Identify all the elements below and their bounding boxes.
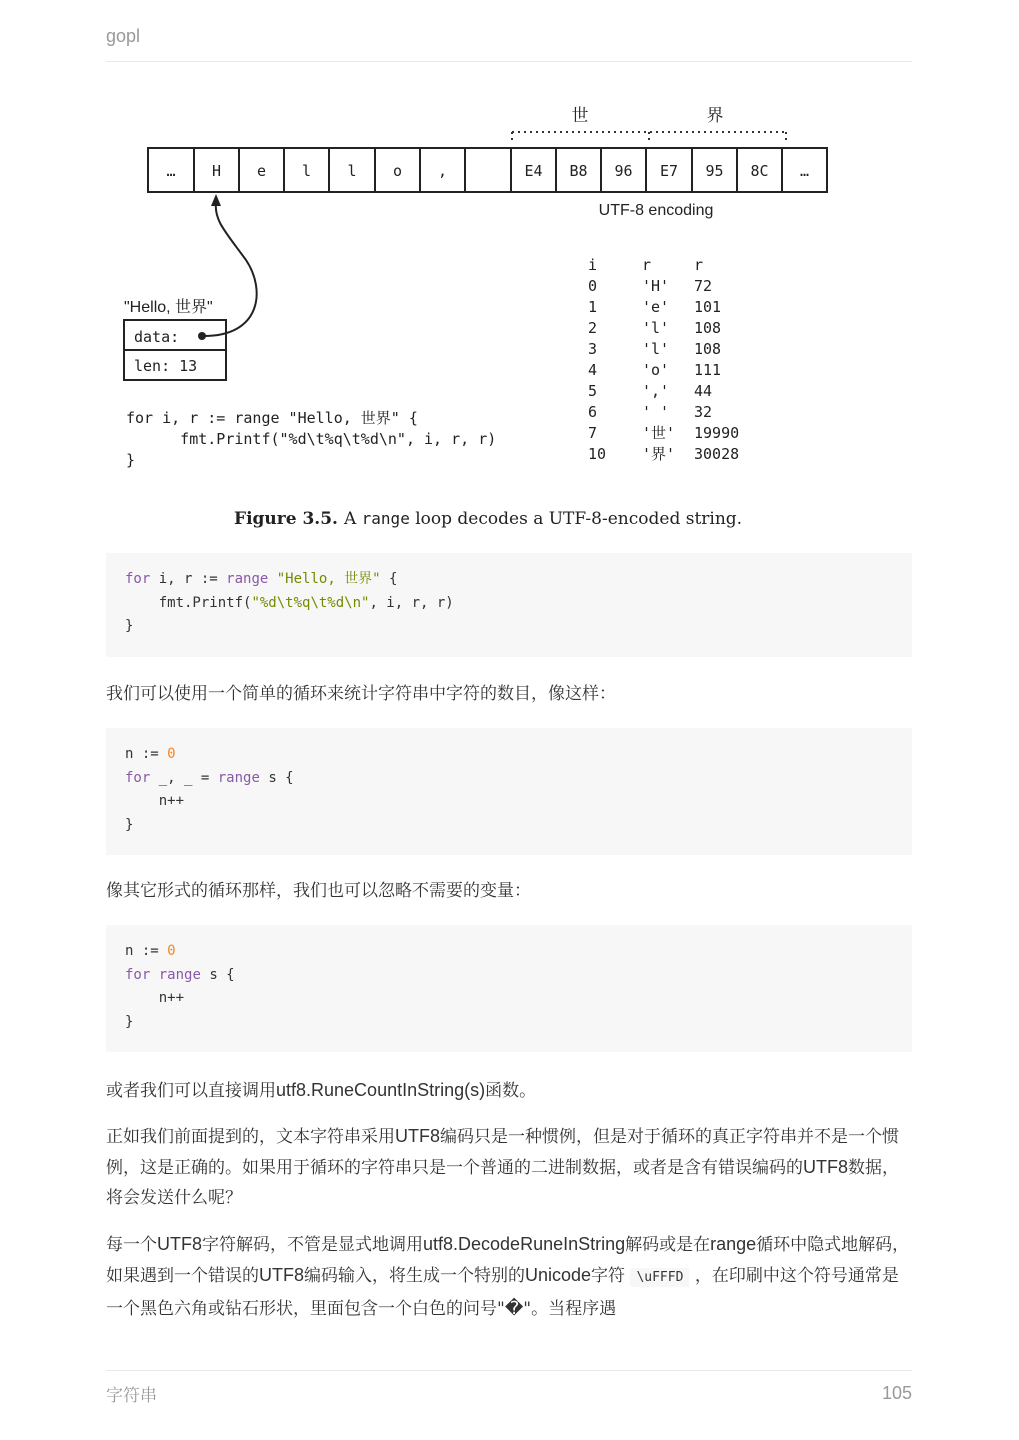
table-cell: 5 — [588, 382, 598, 400]
byte-cells — [148, 148, 827, 192]
encoding-label: UTF-8 encoding — [598, 202, 714, 219]
table-cell: 32 — [694, 403, 713, 421]
byte-cell-label: o — [392, 162, 403, 180]
byte-cell-label: E7 — [659, 162, 679, 180]
figure-caption — [234, 509, 742, 529]
code-line: n := 0 — [125, 943, 176, 959]
paragraph-runecount: 或者我们可以直接调用utf8.RuneCountInString(s)函数。 — [106, 1080, 537, 1101]
table-cell: 'H' — [642, 277, 670, 295]
table-cell: 3 — [588, 340, 598, 358]
code-line: n := 0 — [125, 746, 176, 762]
byte-cell-label: 95 — [705, 162, 724, 180]
caption-bold: Figure 3.5. — [234, 509, 338, 529]
byte-cell-label: l — [301, 162, 312, 180]
byte-cell-label: 96 — [614, 162, 633, 180]
byte-cell-label: H — [211, 162, 222, 180]
figure-code-line: } — [126, 451, 136, 469]
byte-cell-label: … — [799, 162, 810, 180]
pointer-dot — [198, 332, 206, 340]
book-title: gopl — [106, 26, 141, 46]
string-label: "Hello, 世界" — [124, 299, 213, 316]
arrow-head — [211, 194, 221, 206]
table-cell: 4 — [588, 361, 598, 379]
code-line: n++ — [125, 793, 185, 809]
figure-code-line: for i, r := range "Hello, 世界" { — [126, 409, 418, 427]
code-line: for _, _ = range s { — [125, 769, 294, 786]
table-cell: 'o' — [642, 361, 670, 379]
table-cell: ',' — [642, 382, 670, 400]
output-table — [588, 256, 739, 463]
byte-cell — [465, 148, 511, 192]
code-block-range-only — [106, 925, 912, 1052]
code-line: } — [125, 1013, 134, 1030]
code-block-count-loop — [106, 728, 912, 855]
table-header: r — [694, 256, 704, 274]
figure-code-line: fmt.Printf("%d\t%q\t%d\n", i, r, r) — [126, 430, 497, 448]
table-cell: 7 — [588, 424, 598, 442]
caption-post: loop decodes a UTF-8-encoded string. — [409, 509, 743, 529]
brace-label-jie: 界 — [706, 106, 724, 126]
page-footer — [106, 1370, 912, 1411]
section-name: 字符串 — [106, 1386, 157, 1406]
table-cell: 'l' — [642, 340, 670, 358]
code-line: fmt.Printf("%d\t%q\t%d\n", i, r, r) — [125, 594, 454, 611]
code-line: } — [125, 816, 134, 833]
paragraph-decoding: 每一个UTF8字符解码，不管是显式地调用utf8.DecodeRuneInString解码或是在range循环中隐式地解码，如果遇到一个错误的UTF8编码输入，将生成一个特别的Unicode字符 \uFFFD ，在印刷中这个符号通常是一个黑色六角或钻石形状，里面包含一个白色的问号"�"。当程序遇 — [106, 1234, 910, 1319]
figure-diagram — [106, 90, 912, 540]
table-cell: ' ' — [642, 403, 670, 421]
byte-cell-label: 8C — [750, 162, 769, 180]
byte-cell-label: E4 — [524, 162, 543, 180]
byte-cell-label: , — [437, 162, 448, 180]
table-cell: 'l' — [642, 319, 670, 337]
byte-cell-label: … — [166, 162, 176, 180]
code-line: n++ — [125, 990, 185, 1006]
page-number: 105 — [881, 1383, 912, 1403]
table-cell: 2 — [588, 319, 598, 337]
code-line: for range s { — [125, 966, 235, 983]
table-cell: 101 — [694, 298, 722, 316]
table-header: r — [642, 256, 652, 274]
table-cell: 6 — [588, 403, 598, 421]
byte-cell-label: B8 — [569, 162, 588, 180]
paragraph-convention: 正如我们前面提到的，文本字符串采用UTF8编码只是一种惯例，但是对于循环的真正字符串并不是一个惯例，这是正确的。如果用于循环的字符串只是一个普通的二进制数据，或者是含有错误编码的UTF8数据，将会发送什么呢？ — [106, 1126, 899, 1208]
table-cell: 108 — [694, 340, 722, 358]
code-block-range-loop — [106, 553, 912, 657]
byte-cell-label: l — [347, 162, 357, 180]
brace-label-shi: 世 — [571, 106, 589, 126]
utf8-brace — [512, 132, 786, 142]
table-cell: 30028 — [694, 445, 740, 463]
table-cell: '界' — [642, 445, 676, 463]
table-cell: 19990 — [694, 424, 740, 442]
inline-code-ufffd: \uFFFD — [630, 1268, 689, 1287]
page-header — [106, 24, 912, 62]
table-cell: 1 — [588, 298, 598, 316]
table-header: i — [588, 256, 598, 274]
table-cell: 10 — [588, 445, 607, 463]
code-line: } — [125, 618, 134, 634]
struct-data-field: data: — [134, 328, 180, 346]
caption-mono: range — [361, 509, 410, 528]
paragraph-ignore-vars: 像其它形式的循环那样，我们也可以忽略不需要的变量： — [106, 881, 531, 901]
table-cell: 0 — [588, 277, 598, 295]
figure-3-5 — [106, 90, 912, 540]
byte-cell-label: e — [256, 162, 267, 180]
table-cell: 108 — [694, 319, 722, 337]
table-cell: 'e' — [642, 298, 670, 316]
table-cell: '世' — [642, 424, 676, 442]
table-cell: 111 — [694, 361, 722, 379]
paragraph-count-intro: 我们可以使用一个简单的循环来统计字符串中字符的数目，像这样： — [106, 684, 616, 704]
caption-pre: A — [343, 509, 362, 529]
struct-len-field: len: 13 — [134, 357, 198, 375]
code-line: for i, r := range "Hello, 世界" { — [125, 571, 398, 587]
table-cell: 72 — [694, 277, 713, 295]
figure-code — [126, 409, 496, 469]
table-cell: 44 — [694, 382, 713, 400]
